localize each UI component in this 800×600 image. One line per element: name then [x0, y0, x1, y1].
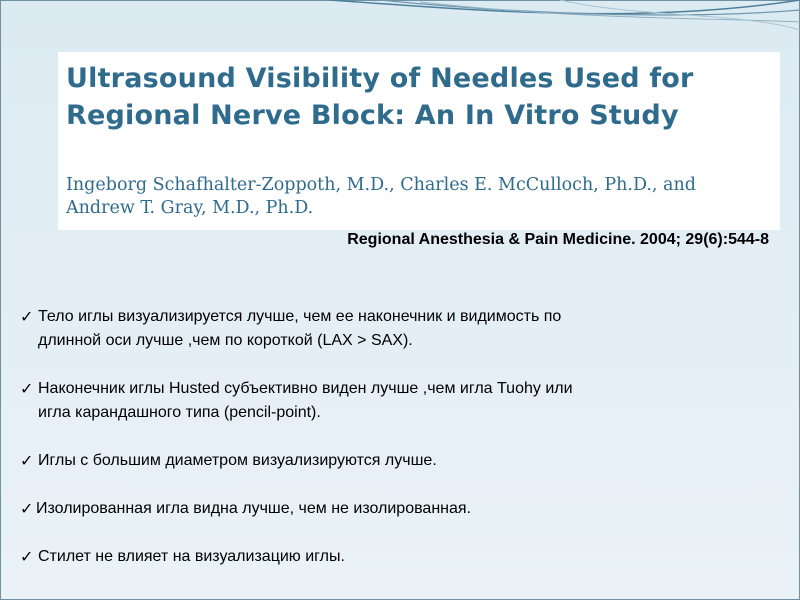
checkmark-icon: ✓: [20, 499, 34, 518]
finding-item: [20, 377, 740, 425]
finding-text: Изолированная игла видна лучше, чем не изолированная.: [36, 500, 471, 517]
checkmark-icon: ✓: [20, 307, 34, 326]
finding-text: Иглы с большим диаметром визуализируются лучше.: [38, 452, 437, 469]
authors-line1: Ingeborg Schafhalter-Zoppoth, M.D., Charles E. McCulloch, Ph.D., and: [66, 175, 696, 195]
article-title-line1: Ultrasound Visibility of Needles Used for: [66, 63, 694, 94]
checkmark-icon: ✓: [20, 547, 34, 566]
authors-line2: Andrew T. Gray, M.D., Ph.D.: [66, 198, 314, 218]
article-authors: [66, 174, 696, 220]
article-title-line2: Regional Nerve Block: An In Vitro Study: [66, 100, 679, 131]
checkmark-icon: ✓: [20, 451, 34, 470]
finding-item: [20, 545, 740, 569]
checkmark-icon: ✓: [20, 379, 34, 398]
finding-text: Наконечник иглы Husted субъективно виден лучше ,чем игла Tuohy или: [38, 380, 573, 397]
findings-list: [20, 305, 740, 593]
finding-item: [20, 305, 740, 353]
finding-text: Стилет не влияет на визуализацию иглы.: [38, 548, 345, 565]
finding-item: [20, 497, 740, 521]
finding-text-cont: игла карандашного типа (pencil-point).: [38, 404, 321, 421]
finding-item: [20, 449, 740, 473]
article-header-image: [58, 52, 780, 230]
finding-text-cont: длинной оси лучше ,чем по короткой (LAX > SAX).: [38, 332, 413, 349]
article-title: [66, 60, 694, 134]
citation: Regional Anesthesia & Pain Medicine. 2004; 29(6):544-8: [347, 231, 769, 248]
finding-text: Тело иглы визуализируется лучше, чем ее наконечник и видимость по: [38, 308, 562, 325]
